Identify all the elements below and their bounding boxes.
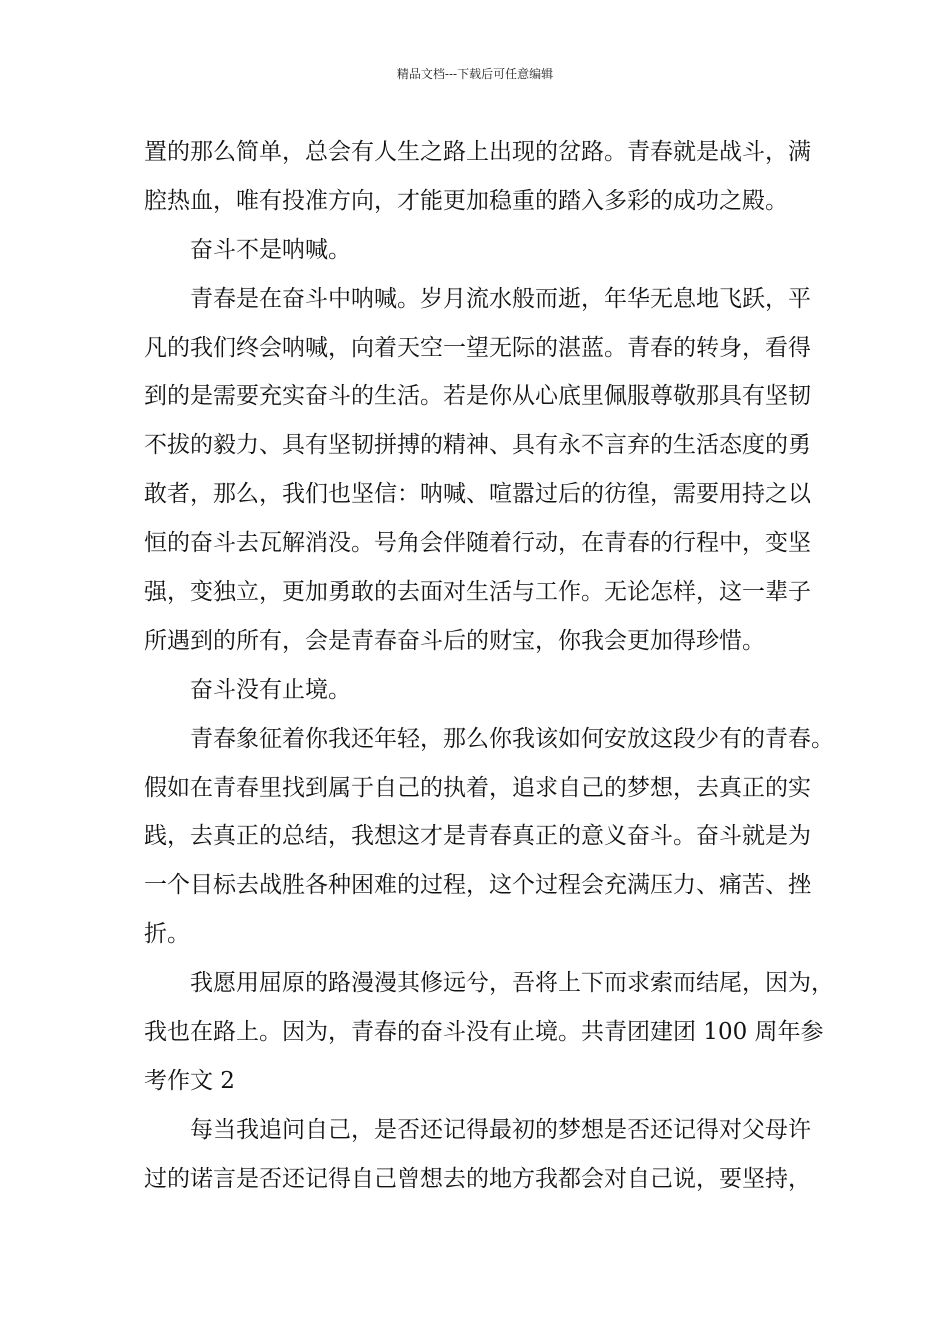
text-line: 践，去真正的总结，我想这才是青春真正的意义奋斗。奋斗就是为 [144,823,811,850]
text-line: 敢者，那么，我们也坚信：呐喊、喧嚣过后的彷徨，需要用持之以 [144,481,811,508]
text-line: 我愿用屈原的路漫漫其修远兮，吾将上下而求索而结尾，因为， [190,970,834,997]
text-line: 过的诺言是否还记得自己曾想去的地方我都会对自己说，要坚持， [144,1165,811,1192]
text-line: 凡的我们终会呐喊，向着天空一望无际的湛蓝。青春的转身，看得 [144,334,811,361]
text-line: 青春象征着你我还年轻，那么你我该如何安放这段少有的青春。 [190,725,834,752]
text-line: 我也在路上。因为，青春的奋斗没有止境。共青团建团 100 周年参 [144,1019,824,1046]
text-line: 折。 [144,921,190,948]
text-line: 恒的奋斗去瓦解消没。号角会伴随着行动，在青春的行程中，变坚 [144,530,811,557]
text-line: 到的是需要充实奋斗的生活。若是你从心底里佩服尊敬那具有坚韧 [144,383,811,410]
text-line: 奋斗没有止境。 [190,676,351,703]
text-line: 不拔的毅力、具有坚韧拼搏的精神、具有永不言弃的生活态度的勇 [144,432,811,459]
text-line: 强，变独立，更加勇敢的去面对生活与工作。无论怎样，这一辈子 [144,579,811,606]
text-line: 青春是在奋斗中呐喊。岁月流水般而逝，年华无息地飞跃，平 [190,285,811,312]
text-line: 置的那么简单，总会有人生之路上出现的岔路。青春就是战斗，满 [144,139,811,165]
text-line: 奋斗不是呐喊。 [190,236,351,263]
text-line: 考作文 2 [144,1067,235,1094]
text-line: 腔热血，唯有投准方向，才能更加稳重的踏入多彩的成功之殿。 [144,187,788,214]
document-body [144,128,834,1204]
text-line: 所遇到的所有，会是青春奋斗后的财宝，你我会更加得珍惜。 [144,627,765,654]
text-line: 一个目标去战胜各种困难的过程，这个过程会充满压力、痛苦、挫 [144,872,811,899]
text-line: 每当我追问自己，是否还记得最初的梦想是否还记得对父母许 [190,1116,811,1143]
page-header: 精品文档---下载后可任意编辑 [396,67,554,81]
text-line: 假如在青春里找到属于自己的执着，追求自己的梦想，去真正的实 [144,774,811,801]
